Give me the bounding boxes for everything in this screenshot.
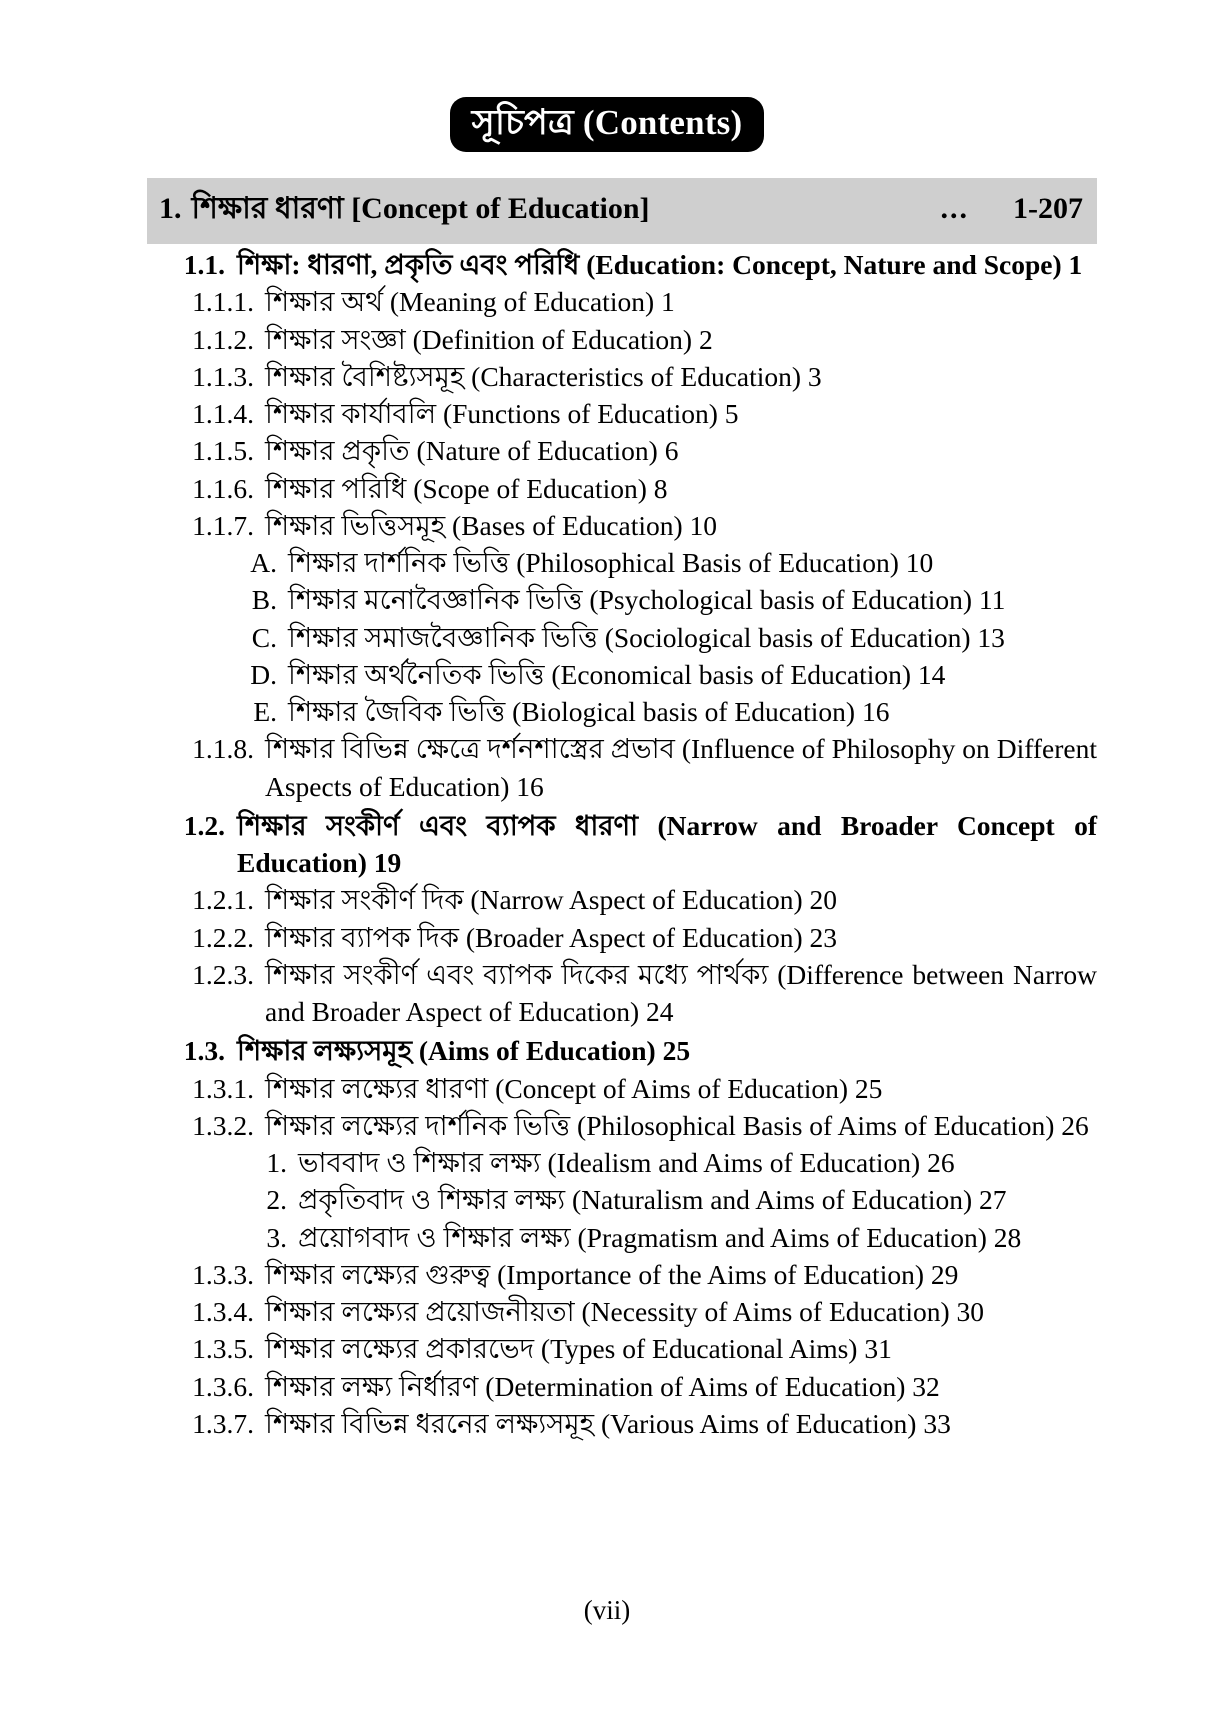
toc-entry-text: শিক্ষার অর্থ (Meaning of Education) 1 [265, 286, 675, 318]
toc-entry [147, 1330, 1097, 1367]
toc-entry [147, 1368, 1097, 1405]
toc-entry-text: শিক্ষার লক্ষ্যের প্রয়োজনীয়তা (Necessity of Aims of Education) 30 [265, 1296, 984, 1328]
toc-entry-text: শিক্ষার সংজ্ঞা (Definition of Education) 2 [265, 323, 713, 355]
page-title-area [0, 0, 1214, 152]
toc-entry-label: 1.1.7. [192, 509, 254, 541]
toc-entry-text: প্রকৃতিবাদ ও শিক্ষার লক্ষ্য (Naturalism and Aims of Education) 27 [298, 1184, 1007, 1216]
toc-entry-label: 1.3.3. [192, 1258, 254, 1290]
toc-entry-label: 1.1.8. [192, 733, 254, 765]
toc-entry [147, 544, 1097, 581]
toc-entry-label: 3. [266, 1221, 287, 1253]
toc-entry-text: শিক্ষা: ধারণা, প্রকৃতি এবং পরিধি (Education: Concept, Nature and Scope) 1 [237, 249, 1083, 281]
toc-entry-text: শিক্ষার ব্যাপক দিক (Broader Aspect of Education) 23 [265, 921, 837, 953]
toc-entry-text: শিক্ষার কার্যাবলি (Functions of Education) 5 [265, 398, 739, 430]
toc-entry [147, 470, 1097, 507]
toc-entry-text: শিক্ষার সংকীর্ণ দিক (Narrow Aspect of Education) 20 [265, 884, 837, 916]
toc-entry-label: 1.2.3. [192, 958, 254, 990]
toc-entry [147, 1144, 1097, 1181]
toc-entry-label: 1.3.7. [192, 1407, 254, 1439]
toc-entry [147, 395, 1097, 432]
toc-entry-text: শিক্ষার লক্ষ্যের দার্শনিক ভিত্তি (Philosophical Basis of Aims of Education) 26 [265, 1109, 1089, 1141]
toc-entry-label: 1.1.4. [192, 398, 254, 430]
toc-entry-label: 1. [266, 1147, 287, 1179]
toc-entry-label: 1.3. [183, 1035, 225, 1067]
toc-entry-label: 1.1.6. [192, 472, 254, 504]
toc-entry [147, 581, 1097, 618]
toc-entry-label: A. [250, 547, 277, 579]
toc-entry-text: প্রয়োগবাদ ও শিক্ষার লক্ষ্য (Pragmatism and Aims of Education) 28 [298, 1221, 1022, 1253]
toc-entry [147, 693, 1097, 730]
toc-entry [147, 1219, 1097, 1256]
toc-entry [147, 730, 1097, 805]
toc-entry-text: শিক্ষার ভিত্তিসমূহ (Bases of Education) 10 [265, 509, 718, 541]
toc-entry-label: 1.3.6. [192, 1370, 254, 1402]
chapter-heading-row [147, 178, 1097, 244]
toc-entry [147, 1293, 1097, 1330]
toc-entry-text: শিক্ষার দার্শনিক ভিত্তি (Philosophical Basis of Education) 10 [288, 547, 934, 579]
toc-entry-text: শিক্ষার লক্ষ্যের গুরুত্ব (Importance of the Aims of Education) 29 [265, 1258, 959, 1290]
toc-entry [147, 881, 1097, 918]
toc-entry [147, 1032, 1097, 1069]
chapter-leader-dots: ... [940, 192, 969, 226]
toc-entry [147, 358, 1097, 395]
toc-entry-text: শিক্ষার লক্ষ্যসমূহ (Aims of Education) 25 [237, 1035, 691, 1067]
toc-entry-label: 1.1. [183, 249, 225, 281]
toc-entry [147, 321, 1097, 358]
page-number-footer: (vii) [583, 1595, 631, 1625]
toc-entry [147, 1256, 1097, 1293]
toc-entry-label: 1.1.2. [192, 323, 254, 355]
toc-entry [147, 432, 1097, 469]
toc-entry-label: C. [251, 621, 277, 653]
toc-entry-text: শিক্ষার বিভিন্ন ধরনের লক্ষ্যসমূহ (Various Aims of Education) 33 [265, 1407, 951, 1439]
toc-entry-label: D. [250, 658, 277, 690]
chapter-number: 1. [159, 192, 182, 226]
toc-entry [147, 1181, 1097, 1218]
toc-entry-label: E. [253, 696, 277, 728]
toc-entry-label: 1.3.5. [192, 1333, 254, 1365]
toc-entry-label: 1.2.2. [192, 921, 254, 953]
toc-entry-text: শিক্ষার অর্থনৈতিক ভিত্তি (Economical basis of Education) 14 [288, 658, 946, 690]
toc-entry [147, 619, 1097, 656]
toc-entry-text: শিক্ষার বৈশিষ্ট্যসমূহ (Characteristics of Education) 3 [265, 360, 822, 392]
toc-entry-text: শিক্ষার সংকীর্ণ এবং ব্যাপক দিকের মধ্যে পার্থক্য (Difference between Narrow and Broader Aspect of Education) 24 [265, 958, 1097, 1028]
toc-entry-text: ভাববাদ ও শিক্ষার লক্ষ্য (Idealism and Aims of Education) 26 [298, 1147, 955, 1179]
toc-entry [147, 1107, 1097, 1144]
toc-entry-label: 1.3.2. [192, 1109, 254, 1141]
toc-entry [147, 807, 1097, 882]
chapter-title: শিক্ষার ধারণা [Concept of Education] [191, 192, 650, 226]
toc-entry-text: শিক্ষার সমাজবৈজ্ঞানিক ভিত্তি (Sociological basis of Education) 13 [288, 621, 1005, 653]
chapter-page-range: 1-207 [1013, 192, 1083, 226]
toc-entry [147, 507, 1097, 544]
toc-entry-text: শিক্ষার জৈবিক ভিত্তি (Biological basis of Education) 16 [288, 696, 890, 728]
toc-entry [147, 656, 1097, 693]
toc-entry-label: 1.3.1. [192, 1072, 254, 1104]
toc-entry-label: 1.3.4. [192, 1296, 254, 1328]
toc-entry-text: শিক্ষার লক্ষ্য নির্ধারণ (Determination of Aims of Education) 32 [265, 1370, 940, 1402]
toc-entry-label: 1.1.3. [192, 360, 254, 392]
toc-entry [147, 283, 1097, 320]
toc-entry-text: শিক্ষার বিভিন্ন ক্ষেত্রে দর্শনশাস্ত্রের প্রভাব (Influence of Philosophy on Different Aspects of Education) 16 [265, 733, 1097, 802]
toc-entry-label: 1.2. [183, 809, 225, 841]
toc-entry-text: শিক্ষার সংকীর্ণ এবং ব্যাপক ধারণা (Narrow and Broader Concept of Education) 19 [237, 809, 1097, 879]
toc-entry-label: 1.1.5. [192, 435, 254, 467]
toc-entry [147, 919, 1097, 956]
toc-entry-label: 1.1.1. [192, 286, 254, 318]
toc-entry-list [147, 246, 1097, 1442]
toc-entry-text: শিক্ষার প্রকৃতি (Nature of Education) 6 [265, 435, 679, 467]
toc-entry-text: শিক্ষার লক্ষ্যের প্রকারভেদ (Types of Educational Aims) 31 [265, 1333, 892, 1365]
toc-entry [147, 1405, 1097, 1442]
toc-entry-text: শিক্ষার মনোবৈজ্ঞানিক ভিত্তি (Psychological basis of Education) 11 [288, 584, 1006, 616]
toc-entry [147, 246, 1097, 283]
toc-entry-label: 2. [266, 1184, 287, 1216]
toc-entry [147, 956, 1097, 1031]
page-title: সূচিপত্র (Contents) [450, 97, 765, 152]
toc-entry-label: 1.2.1. [192, 884, 254, 916]
toc-entry-text: শিক্ষার পরিধি (Scope of Education) 8 [265, 472, 668, 504]
toc-entry [147, 1070, 1097, 1107]
toc-entry-label: B. [251, 584, 277, 616]
toc-entry-text: শিক্ষার লক্ষ্যের ধারণা (Concept of Aims of Education) 25 [265, 1072, 883, 1104]
